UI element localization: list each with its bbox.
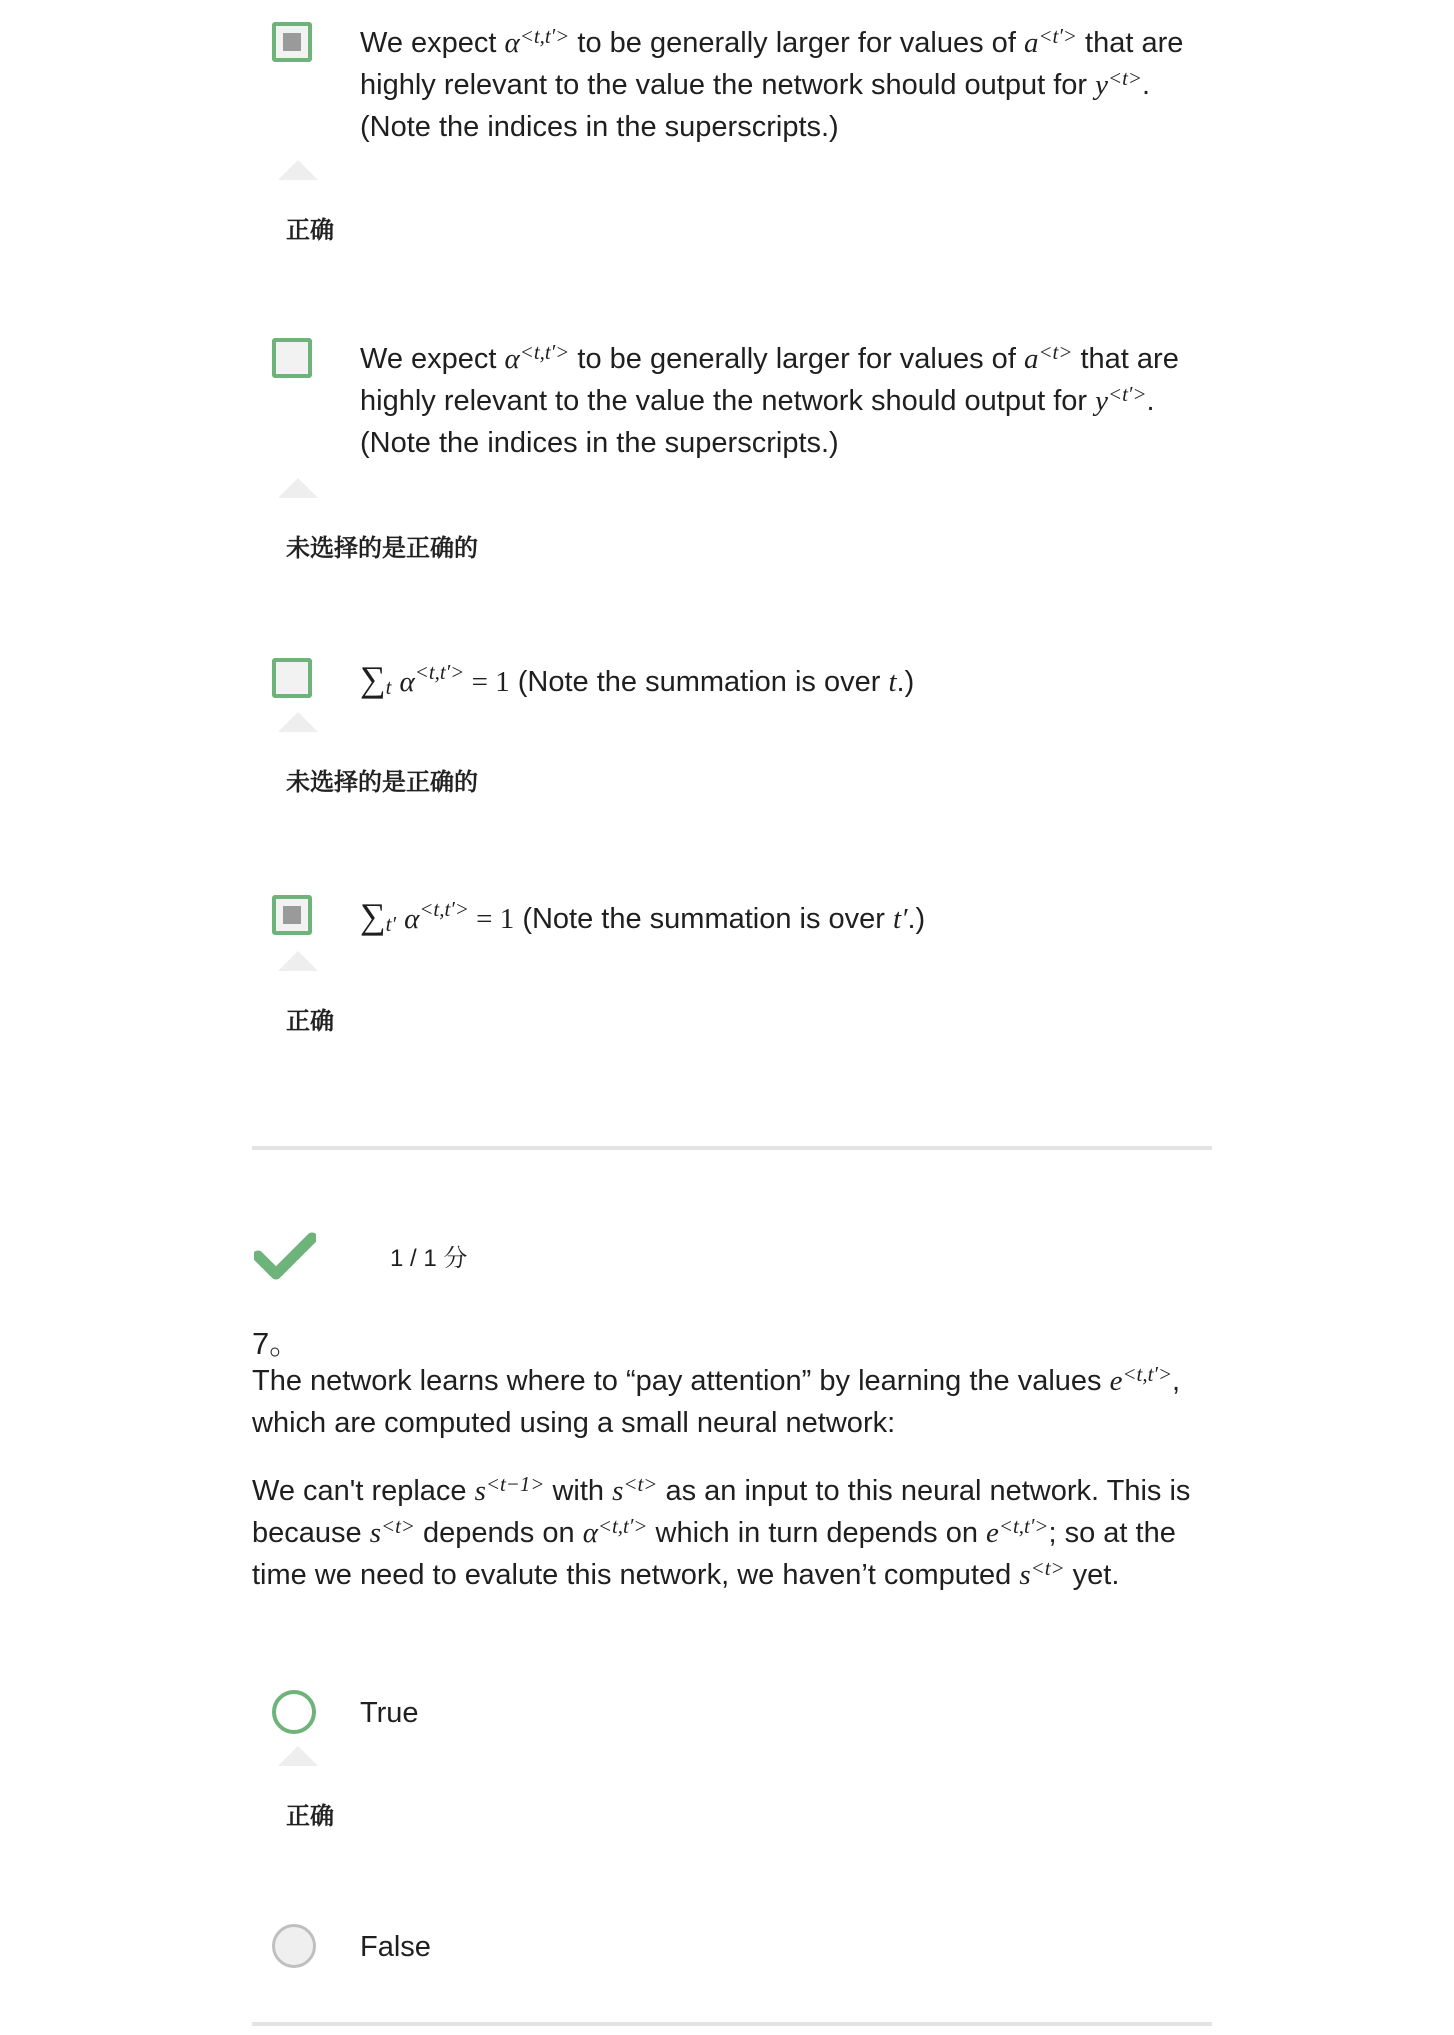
feedback-caret [278, 478, 318, 498]
feedback-caret [278, 951, 318, 971]
check-icon [254, 1230, 316, 1280]
option-text: $\sum_t$ $\alpha^{<t,t'>} = 1$ (Note the summation is over t.) [360, 659, 915, 700]
question-text [252, 1360, 1212, 1596]
option-checkbox-checked[interactable] [272, 895, 312, 935]
option-label: True [360, 1697, 419, 1729]
score-label: 1 / 1 分 [390, 1245, 468, 1272]
option-checkbox-unchecked[interactable] [272, 658, 312, 698]
option-label: False [360, 1931, 431, 1963]
feedback-caret [278, 1746, 318, 1766]
feedback-label: 正确 [286, 1803, 334, 1830]
option-checkbox-unchecked[interactable] [272, 338, 312, 378]
feedback-label: 正确 [286, 1008, 334, 1035]
feedback-label: 正确 [286, 217, 334, 244]
question-paragraph-1: The network learns where to “pay attention” by learning the values $e^{<t,t'>}$, which are computed using a small neural network: [252, 1361, 1181, 1439]
feedback-caret [278, 712, 318, 732]
question-paragraph-2: We can't replace $s^{<t-1>}$ with $s^{<t>}$ as an input to this neural network. This is because $s^{<t>}$ depends on $\alpha^{<t,t'>}$ which in turn depends on $e^{<t,t'>}$; so at the time we need to evalute this network, we haven’t computed $s^{<t>}$ yet. [252, 1471, 1191, 1591]
option-text: We expect $\alpha^{<t,t'>}$ to be generally larger for values of $a^{<t'>}$ that are highly relevant to the value the network should output for $y^{<t>}$. (Note the indices in the superscripts.) [360, 23, 1184, 143]
question-divider [252, 2022, 1212, 2026]
option-text: $\sum_{t'}$ $\alpha^{<t,t'>} = 1$ (Note the summation is over t′.) [360, 896, 926, 937]
feedback-label: 未选择的是正确的 [286, 535, 478, 562]
question-number: 7。 [252, 1326, 301, 1361]
option-text: We expect $\alpha^{<t,t'>}$ to be generally larger for values of $a^{<t>}$ that are highly relevant to the value the network should output for $y^{<t'>}$. (Note the indices in the superscripts.) [360, 339, 1179, 459]
option-checkbox-checked[interactable] [272, 22, 312, 62]
radio-unselected[interactable] [272, 1924, 316, 1968]
question-divider [252, 1146, 1212, 1150]
radio-selected[interactable] [272, 1690, 316, 1734]
feedback-caret [278, 160, 318, 180]
feedback-label: 未选择的是正确的 [286, 769, 478, 796]
